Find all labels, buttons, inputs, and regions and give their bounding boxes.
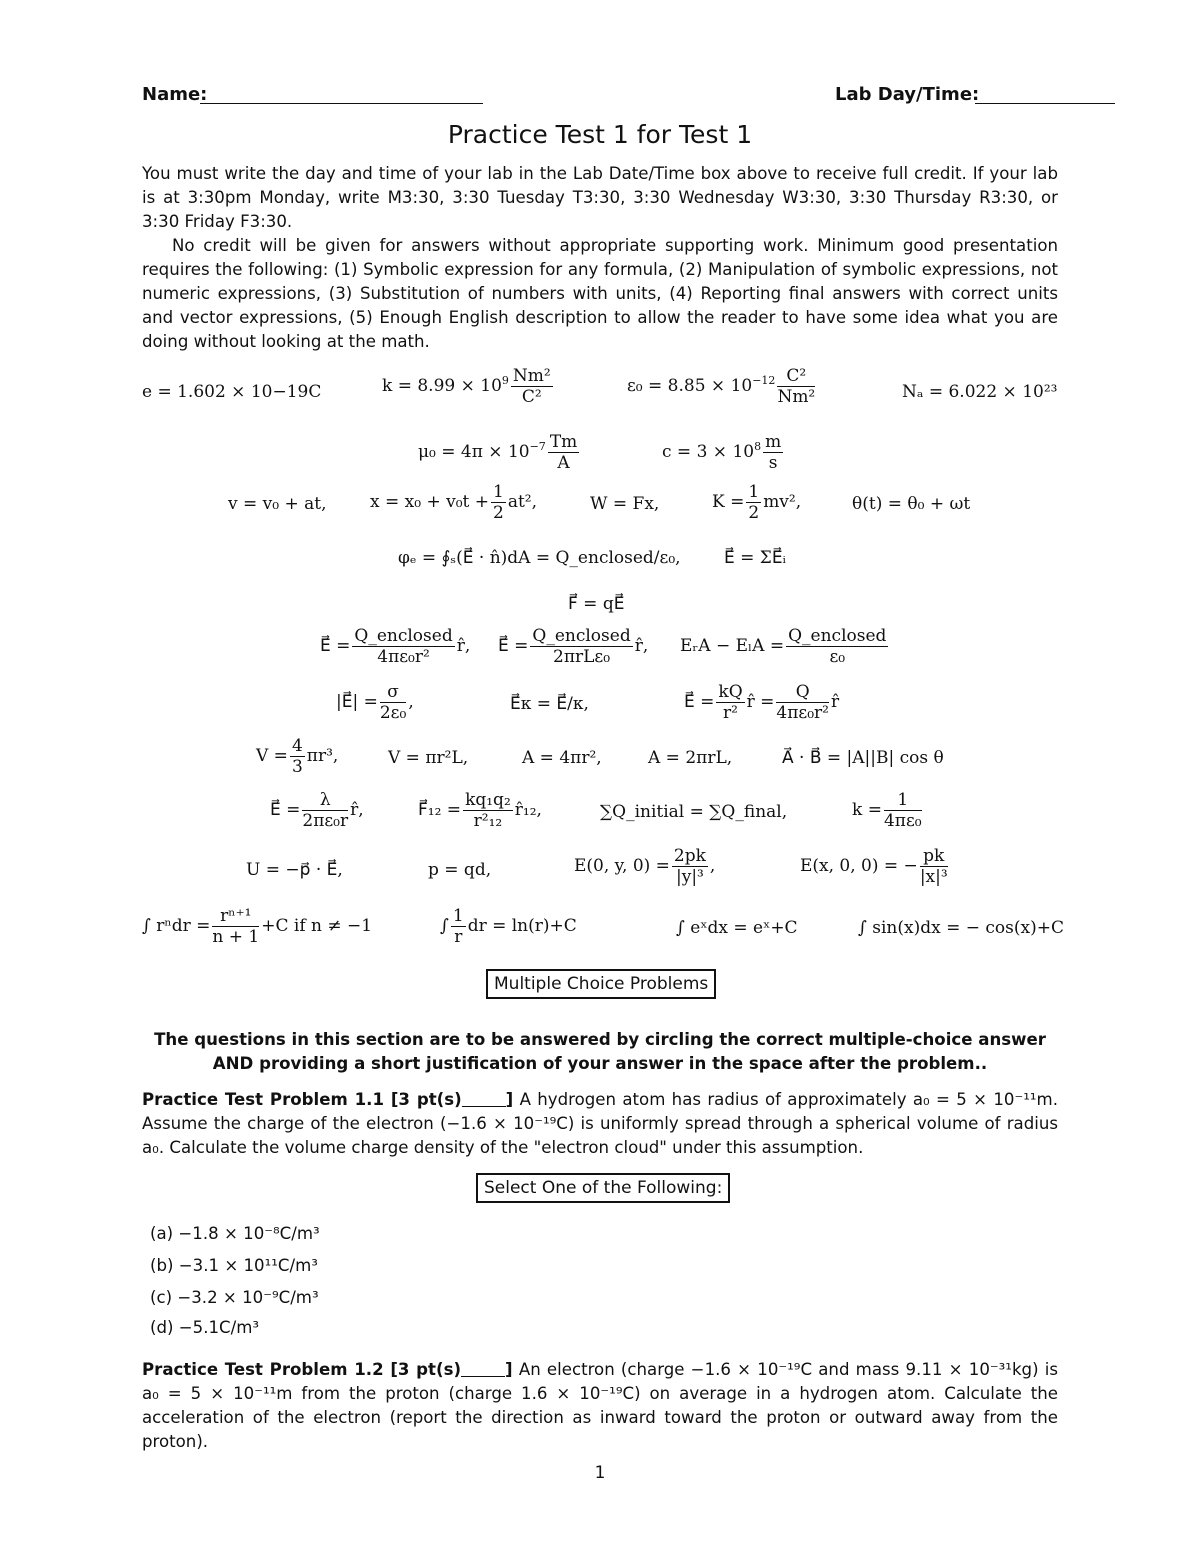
half-den: 2 <box>493 503 504 523</box>
problem-1-2-label-close: ] <box>505 1360 513 1379</box>
int1-den: n + 1 <box>212 927 260 947</box>
int1-num: rⁿ⁺¹ <box>212 906 259 927</box>
vsphere-frac <box>290 736 305 777</box>
sheet-frac <box>380 682 406 723</box>
instruction-paragraph-1: You must write the day and time of your lab in the Lab Date/Time box above to receive full credit. If your lab is at 3:30pm Monday, write M3:30, 3:30 Tuesday T3:30, 3:30 Wednesday W3:30, 3:30 Thursday R3:30, or 3:30 Friday F3:30. <box>142 164 1058 231</box>
const-electron-charge: e = 1.602 × 10−19C <box>142 382 322 402</box>
dipy-lhs: E(0, y, 0) = <box>574 856 670 876</box>
eq-position-half <box>491 482 506 523</box>
problem-1-1-label: Practice Test Problem 1.1 [3 pt(s) <box>142 1090 462 1109</box>
page-number: 1 <box>594 1463 606 1483</box>
sheet-den: 2ε₀ <box>379 703 407 723</box>
const-eps-num: C² <box>777 366 815 387</box>
eq-volume-sphere <box>256 736 338 777</box>
vsphere-den: 3 <box>291 757 303 777</box>
const-eps-unit <box>777 366 815 407</box>
dipx-num: pk <box>920 846 948 867</box>
cyl-frac <box>530 626 632 667</box>
problem-1-2-text: An electron (charge −1.6 × 10⁻¹⁹C and mass 9.11 × 10⁻³¹kg) is a₀ = 5 × 10⁻¹¹m from the proton (charge 1.6 × 10⁻¹⁹C) on average in a hydrogen atom. Calculate the acceleration of the electron (report the direction as inward toward the proton or outward away from the proton). <box>142 1360 1059 1451</box>
line-frac <box>302 790 348 831</box>
eq-field-line <box>270 790 364 831</box>
plane-frac <box>786 626 888 667</box>
choice-b[interactable]: (b) −3.1 × 10¹¹C/m³ <box>150 1256 318 1275</box>
ke-half-num: 1 <box>748 482 760 502</box>
vsphere-tail: πr³, <box>306 746 339 766</box>
const-k-exp: 9 <box>501 374 509 387</box>
dipx-den: |x|³ <box>919 867 948 887</box>
eq-field-point <box>684 682 839 723</box>
choice-a[interactable]: (a) −1.8 × 10⁻⁸C/m³ <box>150 1224 320 1243</box>
sheet-tail: , <box>408 692 414 712</box>
eq-field-cylinder <box>498 626 648 667</box>
eq-velocity: v = v₀ + at, <box>228 494 327 514</box>
dipx-frac <box>920 846 948 887</box>
point-lhs: E⃗ = <box>684 692 715 712</box>
eq-gauss-law: φₑ = ∮ₛ(E⃗ · n̂)dA = Q_enclosed/ε₀, <box>398 548 681 568</box>
eq-k-definition <box>852 790 924 831</box>
choice-c[interactable]: (c) −3.2 × 10⁻⁹C/m³ <box>150 1288 319 1307</box>
instruction-paragraph-2: No credit will be given for answers without appropriate supporting work. Minimum good presentation requires the following: (1) Symbolic expression for any formula, (2) Manipulation of symbolic expressions, not numeric expressions, (3) Substitution of numbers with units, (4) Reporting final answers with correct units and vector expressions, (5) Enough English description to allow the reader to have some idea what you are doing without looking at the math. <box>142 236 1058 351</box>
const-mu-unit <box>548 432 579 473</box>
sphere-lhs: E⃗ = <box>320 636 351 656</box>
eq-integral-sin: ∫ sin(x)dx = − cos(x)+C <box>858 918 1064 938</box>
cyl-lhs: E⃗ = <box>498 636 529 656</box>
eq-dipole-y <box>574 846 715 887</box>
int2-tail: dr = ln(r)+C <box>467 916 577 936</box>
sphere-num: Q_enclosed <box>354 626 453 646</box>
eq-superposition: E⃗ = ΣE⃗ᵢ <box>724 548 786 568</box>
point-num2: Q <box>776 682 829 703</box>
eq-volume-cylinder: V = πr²L, <box>388 748 469 768</box>
int2-num: 1 <box>452 906 464 926</box>
const-eps-den: Nm² <box>777 387 816 407</box>
coul-frac <box>463 790 513 831</box>
int1-tail: +C if n ≠ −1 <box>261 916 373 936</box>
problem-1-1-label-close: ] <box>505 1090 514 1109</box>
kdef-frac <box>884 790 922 831</box>
const-eps-exp: −12 <box>752 374 776 387</box>
eq-area-sphere: A = 4πr², <box>522 748 602 768</box>
problem-1-1-text: A hydrogen atom has radius of approximately a₀ = 5 × 10⁻¹¹m. Assume the charge of the electron (−1.6 × 10⁻¹⁹C) is uniformly spread through a spherical volume of radius a₀. Calculate the volume charge density of the "electron cloud" under this assumption. <box>142 1090 1058 1157</box>
section-heading-box: Multiple Choice Problems <box>486 969 716 999</box>
eq-field-sheet <box>336 682 414 723</box>
plane-num: Q_enclosed <box>788 626 887 646</box>
const-eps-lhs: ε₀ = 8.85 × 10 <box>627 376 753 396</box>
lab-daytime-label: Lab Day/Time: <box>835 84 980 105</box>
plane-den: ε₀ <box>829 647 846 667</box>
lab-daytime-field-line[interactable] <box>975 103 1115 104</box>
ke-half-den: 2 <box>748 503 760 523</box>
eq-field-plane <box>680 626 890 667</box>
int2-den: r <box>454 927 463 947</box>
dipx-lhs: E(x, 0, 0) = − <box>800 856 918 876</box>
name-field-line[interactable] <box>200 103 483 104</box>
eq-work: W = Fx, <box>590 494 660 514</box>
vsphere-num: 4 <box>291 736 303 756</box>
eq-charge-conservation: ∑Q_initial = ∑Q_final, <box>600 802 788 822</box>
sheet-lhs: |E⃗| = <box>336 692 378 712</box>
plane-lhs: EᵣA − EₗA = <box>680 636 785 656</box>
problem-1-1 <box>142 1088 1058 1160</box>
eq-ke-a: K = <box>712 492 745 512</box>
sphere-den: 4πε₀r² <box>377 647 430 667</box>
const-mu-den: A <box>557 453 570 473</box>
int1-lhs: ∫ rⁿdr = <box>142 916 211 936</box>
choice-d[interactable]: (d) −5.1C/m³ <box>150 1318 260 1337</box>
dipy-tail: , <box>709 856 716 876</box>
eq-field-sphere <box>320 626 470 667</box>
eq-position-b: at², <box>507 492 538 512</box>
point-den1: r² <box>723 703 738 723</box>
problem-1-2 <box>142 1358 1058 1454</box>
eq-dot-product: A⃗ · B⃗ = |A||B| cos θ <box>782 748 944 768</box>
vsphere-lhs: V = <box>256 746 288 766</box>
dipy-num: 2pk <box>673 846 706 866</box>
name-label: Name: <box>142 84 208 105</box>
eq-dipole-moment: p = qd, <box>428 860 492 880</box>
cyl-tail: r̂, <box>634 636 649 656</box>
const-coulomb-k <box>382 366 555 407</box>
point-frac1 <box>716 682 744 723</box>
eq-force: F⃗ = qE⃗ <box>568 594 625 614</box>
problem-1-2-score-blank[interactable] <box>461 1362 505 1377</box>
eq-dipole-x <box>800 846 950 887</box>
const-speed-of-light <box>662 432 785 473</box>
const-k-unit <box>511 366 553 407</box>
eq-area-cylinder: A = 2πrL, <box>648 748 733 768</box>
int2-lhs: ∫ <box>440 916 449 936</box>
const-k-den: C² <box>521 387 542 407</box>
eq-integral-exp: ∫ eˣdx = eˣ+C <box>676 918 798 938</box>
const-mu-lhs: μ₀ = 4π × 10 <box>418 442 530 462</box>
line-num: λ <box>302 790 348 811</box>
line-tail: r̂, <box>350 800 364 820</box>
const-mu-exp: −7 <box>529 440 546 453</box>
coul-den: r²₁₂ <box>473 811 503 831</box>
kdef-lhs: k = <box>852 800 882 820</box>
kdef-num: 1 <box>884 790 922 811</box>
const-epsilon0 <box>627 366 817 407</box>
coul-lhs: F⃗₁₂ = <box>418 800 462 820</box>
eq-integral-inverse <box>440 906 577 947</box>
eq-position-a: x = x₀ + v₀t + <box>370 492 489 512</box>
page-title: Practice Test 1 for Test 1 <box>447 120 753 149</box>
coul-tail: r̂₁₂, <box>514 800 542 820</box>
eq-kinetic-energy <box>712 482 801 523</box>
int1-frac <box>212 906 259 947</box>
const-avogadro: Nₐ = 6.022 × 10²³ <box>902 382 1058 402</box>
eq-integral-power <box>142 906 372 947</box>
point-mid: r̂ = <box>746 692 775 712</box>
const-c-den: s <box>768 453 778 473</box>
sphere-frac <box>352 626 454 667</box>
sphere-tail: r̂, <box>456 636 471 656</box>
half-num: 1 <box>493 482 504 502</box>
eq-position <box>370 482 537 523</box>
const-c-num: m <box>765 432 782 452</box>
line-den: 2πε₀r <box>302 811 349 831</box>
section-instructions: The questions in this section are to be answered by circling the correct multiple-choice answer AND providing a short justification of your answer in the space after the problem.. <box>154 1030 1046 1073</box>
point-frac2 <box>776 682 829 723</box>
eq-angular: θ(t) = θ₀ + ωt <box>852 494 971 514</box>
problem-1-1-score-blank[interactable] <box>462 1092 506 1107</box>
eq-ke-b: mv², <box>763 492 802 512</box>
eq-coulomb <box>418 790 542 831</box>
const-c-unit <box>763 432 783 473</box>
coul-num: kq₁q₂ <box>465 790 511 810</box>
cyl-den: 2πrLε₀ <box>553 647 611 667</box>
point-den2: 4πε₀r² <box>776 703 829 723</box>
const-k-num: Nm² <box>512 366 551 386</box>
point-tail: r̂ <box>830 692 840 712</box>
dipy-frac <box>672 846 708 887</box>
problem-1-2-label: Practice Test Problem 1.2 [3 pt(s) <box>142 1360 462 1379</box>
dipy-den: |y|³ <box>675 867 704 887</box>
select-one-box: Select One of the Following: <box>476 1173 730 1203</box>
point-num1: kQ <box>718 682 743 702</box>
eq-field-dielectric: E⃗κ = E⃗/κ, <box>510 694 589 714</box>
cyl-num: Q_enclosed <box>532 626 631 646</box>
const-c-lhs: c = 3 × 10 <box>662 442 755 462</box>
int2-frac <box>451 906 466 947</box>
eq-dipole-energy: U = −p⃗ · E⃗, <box>246 860 343 880</box>
kdef-den: 4πε₀ <box>883 811 922 831</box>
eq-ke-half <box>746 482 761 523</box>
const-mu-num: Tm <box>549 432 578 452</box>
const-mu0 <box>418 432 581 473</box>
line-lhs: E⃗ = <box>270 800 301 820</box>
const-k-lhs: k = 8.99 × 10 <box>382 376 502 396</box>
const-c-exp: 8 <box>754 440 762 453</box>
sheet-num: σ <box>380 682 406 703</box>
